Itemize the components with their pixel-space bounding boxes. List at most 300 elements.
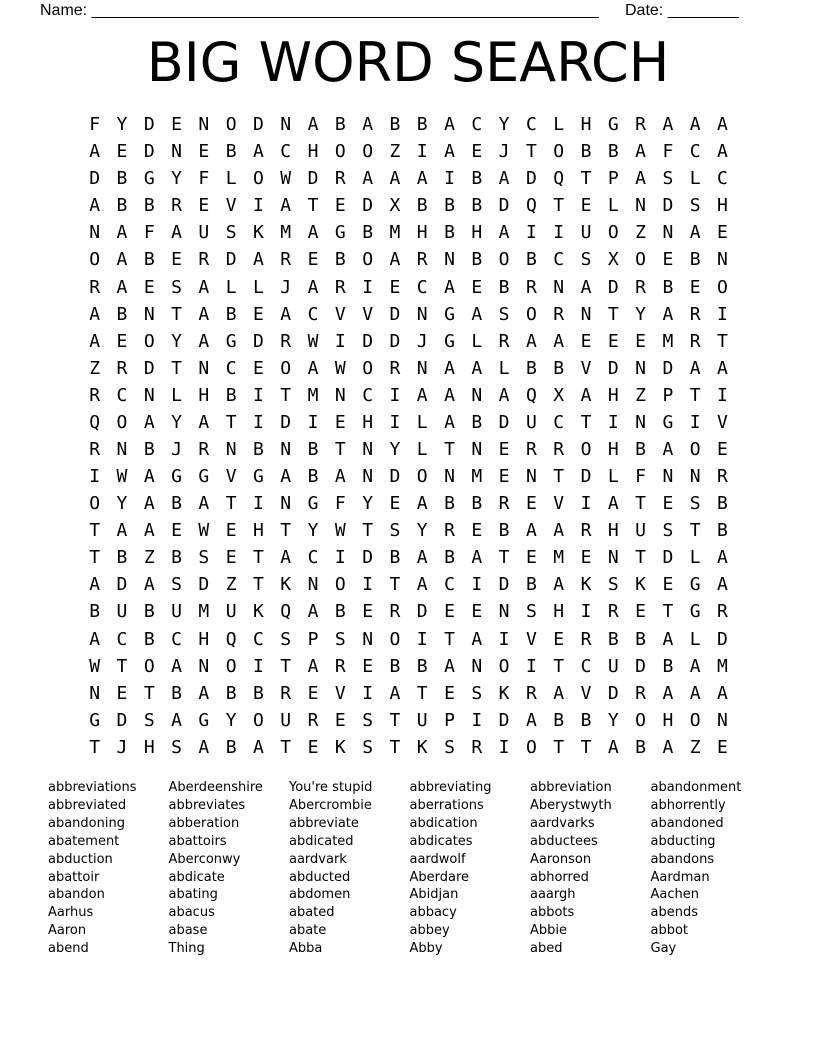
word-item: abduction — [48, 851, 113, 867]
grid-letter: R — [525, 276, 537, 298]
grid-letter: K — [580, 574, 592, 596]
grid-letter: D — [116, 574, 128, 596]
grid-letter: T — [525, 141, 537, 163]
grid-letter: A — [171, 222, 182, 244]
grid-letter: B — [471, 411, 483, 433]
grid-letter: A — [689, 357, 701, 379]
word-item: Aachen — [650, 887, 699, 903]
grid-letter: G — [253, 466, 264, 488]
grid-letter: C — [689, 141, 701, 163]
grid-letter: I — [89, 466, 101, 488]
grid-letter: I — [580, 601, 592, 623]
grid-letter: A — [116, 276, 128, 298]
grid-letter: U — [635, 520, 646, 542]
grid-letter: A — [389, 249, 401, 271]
grid-letter: Y — [307, 520, 319, 542]
word-item: abdication — [409, 815, 478, 831]
grid-letter: G — [444, 303, 455, 325]
grid-letter: D — [498, 574, 510, 596]
grid-letter: G — [198, 466, 210, 488]
grid-letter: E — [717, 438, 728, 460]
grid-letter: T — [280, 384, 292, 406]
grid-letter: E — [116, 330, 128, 352]
grid-letter: A — [198, 330, 210, 352]
grid-letter: I — [498, 736, 510, 758]
word-item: abberation — [168, 815, 240, 831]
grid-letter: P — [307, 628, 319, 650]
word-item: abbots — [530, 905, 575, 921]
grid-letter: E — [334, 411, 346, 433]
grid-letter: F — [662, 141, 674, 163]
word-item: abbreviated — [48, 797, 127, 813]
word-item: abatement — [48, 833, 120, 849]
grid-letter: A — [89, 141, 101, 163]
word-item: abbacy — [409, 905, 457, 921]
grid-letter: L — [689, 547, 701, 569]
grid-letter: A — [116, 520, 128, 542]
grid-letter: B — [689, 249, 701, 271]
grid-letter: J — [416, 330, 428, 352]
grid-letter: A — [416, 384, 428, 406]
word-item: abhorred — [530, 869, 589, 885]
grid-letter: X — [553, 384, 565, 406]
grid-letter: A — [498, 222, 510, 244]
grid-letter: I — [607, 411, 619, 433]
grid-letter: R — [689, 303, 701, 325]
grid-letter: O — [607, 222, 619, 244]
grid-letter: A — [198, 682, 210, 704]
word-item: abating — [168, 887, 218, 903]
grid-letter: A — [116, 249, 128, 271]
grid-letter: O — [689, 438, 701, 460]
grid-letter: T — [416, 682, 428, 704]
grid-letter: C — [580, 655, 592, 677]
grid-letter: O — [389, 628, 401, 650]
grid-letter: A — [525, 520, 537, 542]
grid-letter: S — [689, 493, 701, 515]
grid-letter: T — [498, 547, 510, 569]
grid-letter: D — [253, 330, 264, 352]
grid-letter: G — [143, 168, 155, 190]
grid-letter: J — [280, 276, 292, 298]
grid-letter: V — [717, 411, 728, 433]
grid-letter: M — [717, 655, 728, 677]
grid-letter: O — [525, 736, 537, 758]
grid-letter: P — [607, 168, 619, 190]
grid-letter: G — [607, 114, 619, 136]
grid-letter: I — [389, 384, 401, 406]
grid-letter: E — [225, 547, 237, 569]
grid-letter: R — [280, 330, 292, 352]
grid-letter: T — [580, 168, 592, 190]
word-item: abducting — [650, 833, 716, 849]
grid-letter: Y — [362, 493, 374, 515]
grid-letter: V — [334, 303, 346, 325]
grid-letter: C — [116, 628, 128, 650]
grid-letter: A — [171, 655, 182, 677]
grid-letter: T — [553, 195, 565, 217]
grid-letter: V — [225, 195, 237, 217]
grid-letter: B — [717, 520, 728, 542]
grid-letter: E — [116, 682, 128, 704]
grid-letter: A — [143, 411, 155, 433]
word-item: aardvark — [289, 851, 347, 867]
grid-letter: B — [607, 141, 619, 163]
grid-letter: N — [635, 411, 646, 433]
grid-letter: N — [280, 114, 292, 136]
grid-letter: E — [334, 709, 346, 731]
grid-letter: O — [225, 655, 237, 677]
grid-letter: T — [444, 438, 455, 460]
word-item: abbreviation — [530, 780, 612, 795]
grid-letter: C — [280, 141, 292, 163]
grid-letter: C — [444, 574, 455, 596]
grid-letter: Y — [225, 709, 237, 731]
grid-letter: T — [389, 574, 401, 596]
grid-letter: O — [89, 249, 101, 271]
grid-letter: L — [689, 168, 701, 190]
grid-letter: N — [362, 628, 374, 650]
grid-letter: Y — [116, 493, 128, 515]
grid-letter: I — [525, 655, 537, 677]
grid-letter: M — [307, 384, 319, 406]
grid-letter: A — [444, 655, 455, 677]
grid-letter: O — [635, 709, 646, 731]
grid-letter: P — [662, 384, 674, 406]
grid-letter: B — [607, 628, 619, 650]
grid-letter: R — [198, 249, 210, 271]
grid-letter: A — [717, 357, 728, 379]
word-item: abbreviate — [289, 815, 359, 831]
grid-letter: H — [362, 411, 374, 433]
word-item: Aaronson — [530, 851, 592, 867]
grid-letter: N — [416, 303, 428, 325]
grid-letter: R — [389, 601, 401, 623]
grid-letter: H — [143, 736, 155, 758]
grid-letter: O — [635, 249, 646, 271]
grid-letter: A — [525, 330, 537, 352]
grid-letter: K — [253, 601, 264, 623]
word-item: Aaron — [48, 923, 87, 939]
grid-letter: T — [171, 357, 182, 379]
grid-letter: W — [89, 655, 101, 677]
word-item: abandonment — [650, 780, 742, 795]
grid-letter: D — [89, 168, 101, 190]
grid-letter: A — [662, 438, 674, 460]
grid-letter: A — [607, 493, 619, 515]
grid-letter: N — [717, 249, 728, 271]
grid-letter: T — [717, 330, 728, 352]
grid-letter: E — [362, 601, 374, 623]
grid-letter: D — [253, 114, 264, 136]
grid-letter: E — [225, 520, 237, 542]
grid-letter: A — [498, 168, 510, 190]
word-item: abase — [168, 923, 208, 939]
grid-letter: A — [471, 303, 483, 325]
date-field — [625, 0, 739, 22]
grid-letter: S — [362, 709, 374, 731]
grid-letter: D — [116, 709, 128, 731]
grid-letter: H — [580, 114, 592, 136]
grid-letter: B — [389, 655, 401, 677]
grid-letter: O — [225, 114, 237, 136]
grid-letter: C — [471, 114, 483, 136]
grid-letter: L — [498, 357, 510, 379]
grid-letter: A — [362, 168, 374, 190]
word-item: Abbie — [530, 923, 568, 939]
grid-letter: D — [225, 249, 237, 271]
grid-letter: U — [198, 222, 210, 244]
grid-letter: B — [253, 682, 264, 704]
grid-letter: Z — [89, 357, 101, 379]
grid-letter: B — [553, 709, 565, 731]
grid-letter: E — [498, 438, 510, 460]
grid-letter: I — [416, 141, 428, 163]
grid-letter: M — [280, 222, 292, 244]
grid-letter: A — [444, 411, 455, 433]
grid-letter: W — [116, 466, 128, 488]
grid-letter: E — [580, 330, 592, 352]
grid-letter: T — [389, 709, 401, 731]
letter-grid — [81, 111, 736, 761]
grid-letter: A — [307, 601, 319, 623]
grid-letter: Y — [498, 114, 510, 136]
grid-letter: L — [225, 276, 237, 298]
word-item: abductees — [530, 833, 598, 849]
grid-letter: O — [143, 655, 155, 677]
grid-letter: Y — [171, 330, 182, 352]
grid-letter: N — [280, 438, 292, 460]
grid-letter: O — [498, 655, 510, 677]
grid-letter: A — [717, 114, 728, 136]
grid-letter: T — [580, 736, 592, 758]
word-item: Aberystwyth — [530, 797, 612, 813]
grid-letter: E — [253, 357, 264, 379]
grid-letter: A — [662, 682, 674, 704]
grid-letter: A — [717, 547, 728, 569]
grid-letter: D — [498, 709, 510, 731]
grid-letter: W — [198, 520, 210, 542]
grid-letter: N — [471, 384, 483, 406]
grid-letter: R — [280, 682, 292, 704]
grid-letter: O — [143, 330, 155, 352]
grid-letter: W — [307, 330, 319, 352]
word-item: abate — [289, 923, 327, 939]
grid-letter: A — [662, 736, 674, 758]
grid-letter: E — [444, 601, 455, 623]
grid-letter: R — [89, 438, 101, 460]
grid-letter: A — [416, 547, 428, 569]
grid-letter: A — [280, 303, 292, 325]
grid-letter: R — [471, 736, 483, 758]
grid-letter: T — [662, 601, 674, 623]
grid-letter: G — [444, 330, 455, 352]
grid-letter: H — [307, 141, 319, 163]
grid-letter: R — [553, 303, 565, 325]
word-item: abandon — [48, 887, 105, 903]
grid-letter: I — [362, 574, 374, 596]
grid-letter: N — [116, 438, 128, 460]
grid-letter: R — [635, 114, 646, 136]
grid-letter: G — [307, 493, 319, 515]
grid-letter: V — [362, 303, 374, 325]
grid-letter: S — [171, 736, 182, 758]
grid-letter: A — [280, 547, 292, 569]
grid-letter: O — [416, 466, 428, 488]
grid-letter: C — [225, 357, 237, 379]
grid-letter: M — [471, 466, 483, 488]
grid-letter: I — [253, 411, 264, 433]
grid-letter: T — [225, 411, 237, 433]
grid-letter: S — [334, 628, 346, 650]
grid-letter: R — [116, 357, 128, 379]
grid-letter: B — [416, 114, 428, 136]
grid-letter: E — [198, 141, 210, 163]
word-item: Gay — [650, 941, 677, 957]
grid-letter: T — [689, 384, 701, 406]
grid-letter: A — [89, 628, 101, 650]
word-item: Aberconwy — [168, 851, 241, 867]
grid-letter: B — [171, 682, 182, 704]
grid-letter: F — [198, 168, 210, 190]
grid-letter: B — [444, 222, 455, 244]
grid-letter: N — [689, 466, 701, 488]
grid-letter: G — [334, 222, 346, 244]
grid-letter: T — [280, 655, 292, 677]
grid-letter: A — [307, 114, 319, 136]
grid-letter: D — [307, 168, 319, 190]
grid-letter: E — [662, 493, 674, 515]
grid-letter: S — [662, 168, 674, 190]
grid-letter: A — [471, 357, 483, 379]
grid-letter: I — [525, 222, 537, 244]
grid-letter: L — [225, 168, 237, 190]
grid-letter: B — [444, 493, 455, 515]
grid-letter: W — [280, 168, 292, 190]
grid-letter: Q — [89, 411, 101, 433]
grid-letter: Y — [171, 168, 182, 190]
grid-letter: Z — [225, 574, 237, 596]
grid-letter: D — [143, 357, 155, 379]
grid-letter: S — [525, 601, 537, 623]
grid-letter: E — [498, 466, 510, 488]
grid-letter: A — [662, 114, 674, 136]
grid-letter: H — [198, 628, 210, 650]
grid-letter: B — [143, 249, 155, 271]
word-list — [48, 779, 771, 958]
grid-letter: S — [198, 547, 210, 569]
grid-letter: H — [416, 222, 428, 244]
grid-letter: O — [362, 249, 374, 271]
grid-letter: O — [553, 141, 565, 163]
grid-letter: A — [444, 141, 455, 163]
grid-letter: U — [607, 655, 619, 677]
grid-letter: D — [607, 357, 619, 379]
grid-letter: A — [307, 222, 319, 244]
grid-letter: U — [416, 709, 428, 731]
grid-letter: B — [635, 736, 646, 758]
grid-letter: N — [580, 303, 592, 325]
grid-letter: B — [525, 357, 537, 379]
word-item: abdicated — [289, 833, 354, 849]
grid-letter: N — [143, 384, 155, 406]
grid-letter: S — [171, 574, 182, 596]
grid-letter: U — [580, 222, 592, 244]
grid-letter: Z — [635, 384, 646, 406]
grid-letter: B — [143, 601, 155, 623]
grid-letter: A — [689, 114, 701, 136]
grid-letter: E — [143, 276, 155, 298]
grid-letter: A — [580, 276, 592, 298]
grid-letter: I — [416, 628, 428, 650]
word-item: abed — [530, 941, 563, 957]
grid-letter: T — [635, 493, 646, 515]
word-item: aaargh — [530, 887, 576, 903]
grid-letter: L — [607, 466, 619, 488]
grid-letter: N — [662, 222, 674, 244]
word-item: Aarhus — [48, 905, 94, 921]
grid-letter: S — [662, 520, 674, 542]
grid-letter: B — [498, 276, 510, 298]
grid-letter: B — [635, 438, 646, 460]
grid-letter: A — [253, 249, 264, 271]
grid-letter: A — [635, 168, 646, 190]
grid-letter: K — [280, 574, 292, 596]
word-item: abattoir — [48, 869, 100, 885]
grid-letter: I — [717, 303, 728, 325]
grid-letter: B — [525, 249, 537, 271]
grid-letter: E — [689, 276, 701, 298]
grid-letter: N — [280, 493, 292, 515]
grid-letter: D — [662, 547, 674, 569]
grid-letter: B — [143, 628, 155, 650]
grid-letter: N — [89, 682, 101, 704]
grid-letter: R — [171, 195, 182, 217]
grid-letter: A — [362, 114, 374, 136]
grid-letter: A — [280, 466, 292, 488]
grid-letter: N — [225, 438, 237, 460]
grid-letter: R — [498, 330, 510, 352]
grid-letter: D — [280, 411, 292, 433]
grid-letter: E — [717, 736, 728, 758]
grid-letter: E — [553, 628, 565, 650]
grid-letter: B — [444, 547, 455, 569]
grid-letter: A — [171, 709, 182, 731]
grid-letter: I — [389, 411, 401, 433]
grid-letter: A — [334, 466, 346, 488]
grid-letter: B — [116, 195, 128, 217]
grid-letter: E — [362, 655, 374, 677]
word-item: Abba — [289, 941, 323, 957]
grid-letter: A — [89, 303, 101, 325]
grid-letter: G — [225, 330, 237, 352]
grid-letter: R — [717, 601, 728, 623]
grid-letter: I — [580, 493, 592, 515]
word-item: aardvarks — [530, 815, 595, 831]
word-item: abducted — [289, 869, 351, 885]
word-item: abbreviating — [409, 780, 492, 795]
grid-letter: A — [471, 628, 483, 650]
grid-letter: M — [198, 601, 210, 623]
grid-letter: T — [607, 303, 619, 325]
grid-letter: B — [116, 547, 128, 569]
grid-letter: N — [198, 655, 210, 677]
grid-letter: L — [416, 411, 428, 433]
grid-letter: R — [525, 438, 537, 460]
grid-letter: O — [498, 249, 510, 271]
grid-letter: B — [389, 547, 401, 569]
word-item: abdomen — [289, 887, 351, 903]
